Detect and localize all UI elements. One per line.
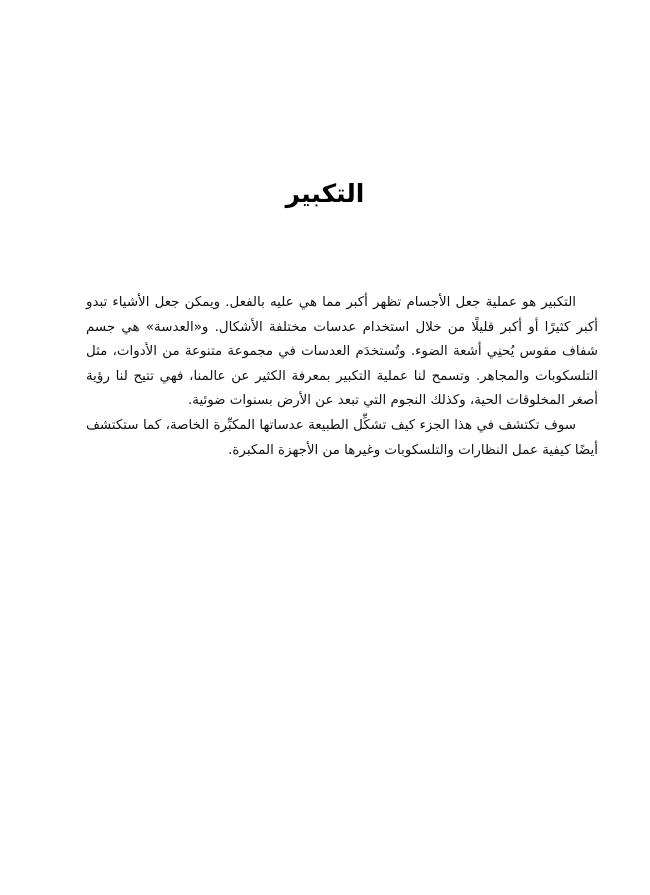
page-title: التكبير [285, 179, 365, 208]
paragraph-section-overview: سوف تكتشف في هذا الجزء كيف تشكِّل الطبيعة عدساتها المكبِّرة الخاصة، كما ستكتشف أيضًا كيفية عمل النظارات والتلسكوبات وغيرها من الأجهزة المكبرة. [86, 417, 598, 458]
paragraph-intro: التكبير هو عملية جعل الأجسام تظهر أكبر مما هي عليه بالفعل. ويمكن جعل الأشياء تبدو أكبر كثيرًا أو أكبر قليلًا من خلال استخدام عدسات مختلفة الأشكال. و«العدسة» هي جسم شفاف مقوس يُحنِي أشعة الضوء. وتُستخدَم العدسات في مجموعة متنوعة من الأدوات، مثل التلسكوبات والمجاهر. وتسمح لنا عملية التكبير بمعرفة الكثير عن عالمنا، فهي تتيح لنا رؤية أصغر المخلوقات الحية، وكذلك النجوم التي تبعد عن الأرض بسنوات ضوئية. [86, 295, 598, 409]
body-text [86, 291, 598, 463]
